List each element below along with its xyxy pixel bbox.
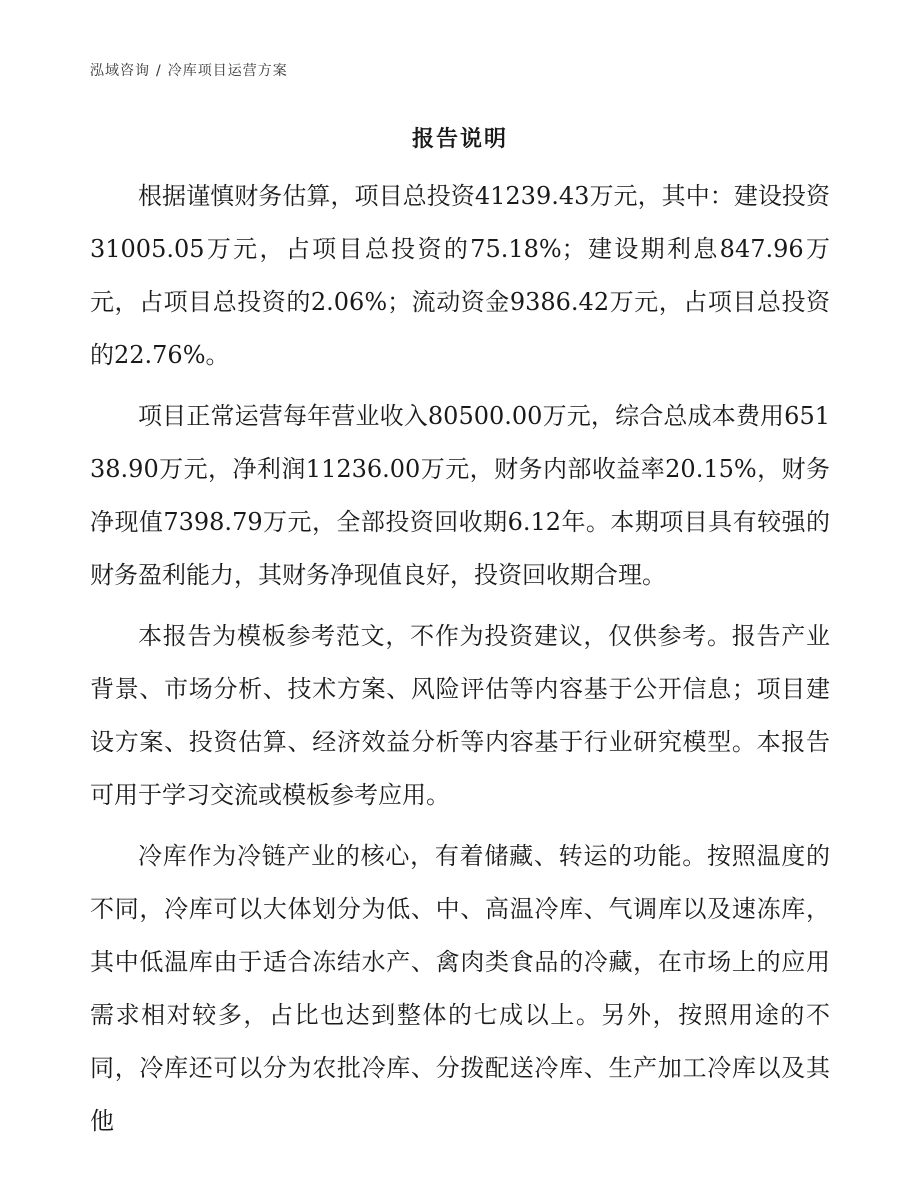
paragraph-disclaimer: 本报告为模板参考范文，不作为投资建议，仅供参考。报告产业背景、市场分析、技术方案、风险评估等内容基于公开信息；项目建设方案、投资估算、经济效益分析等内容基于行业研究模型。本报告可用于学习交流或模板参考应用。 (90, 622, 830, 809)
section-title: 报告说明 (411, 127, 508, 152)
header-separator: / (156, 63, 162, 79)
paragraph-revenue: 项目正常运营每年营业收入80500.00万元，综合总成本费用65138.90万元，净利润11236.00万元，财务内部收益率20.15%，财务净现值7398.79万元，全部投资回收期6.12年。本期项目具有较强的财务盈利能力，其财务净现值良好，投资回收期合理。 (90, 402, 830, 589)
paragraph-investment: 根据谨慎财务估算，项目总投资41239.43万元，其中：建设投资31005.05万元，占项目总投资的75.18%；建设期利息847.96万元，占项目总投资的2.06%；流动资金9386.42万元，占项目总投资的22.76%。 (90, 182, 830, 369)
header-company: 泓域咨询 (90, 63, 150, 79)
body-text (90, 170, 830, 1156)
header-doc-title: 冷库项目运营方案 (167, 63, 288, 79)
page-header (90, 60, 288, 80)
paragraph-cold-storage: 冷库作为冷链产业的核心，有着储藏、转运的功能。按照温度的不同，冷库可以大体划分为低、中、高温冷库、气调库以及速冻库，其中低温库由于适合冻结水产、禽肉类食品的冷藏，在市场上的应用需求相对较多，占比也达到整体的七成以上。另外，按照用途的不同，冷库还可以分为农批冷库、分拨配送冷库、生产加工冷库以及其他 (90, 842, 830, 1135)
